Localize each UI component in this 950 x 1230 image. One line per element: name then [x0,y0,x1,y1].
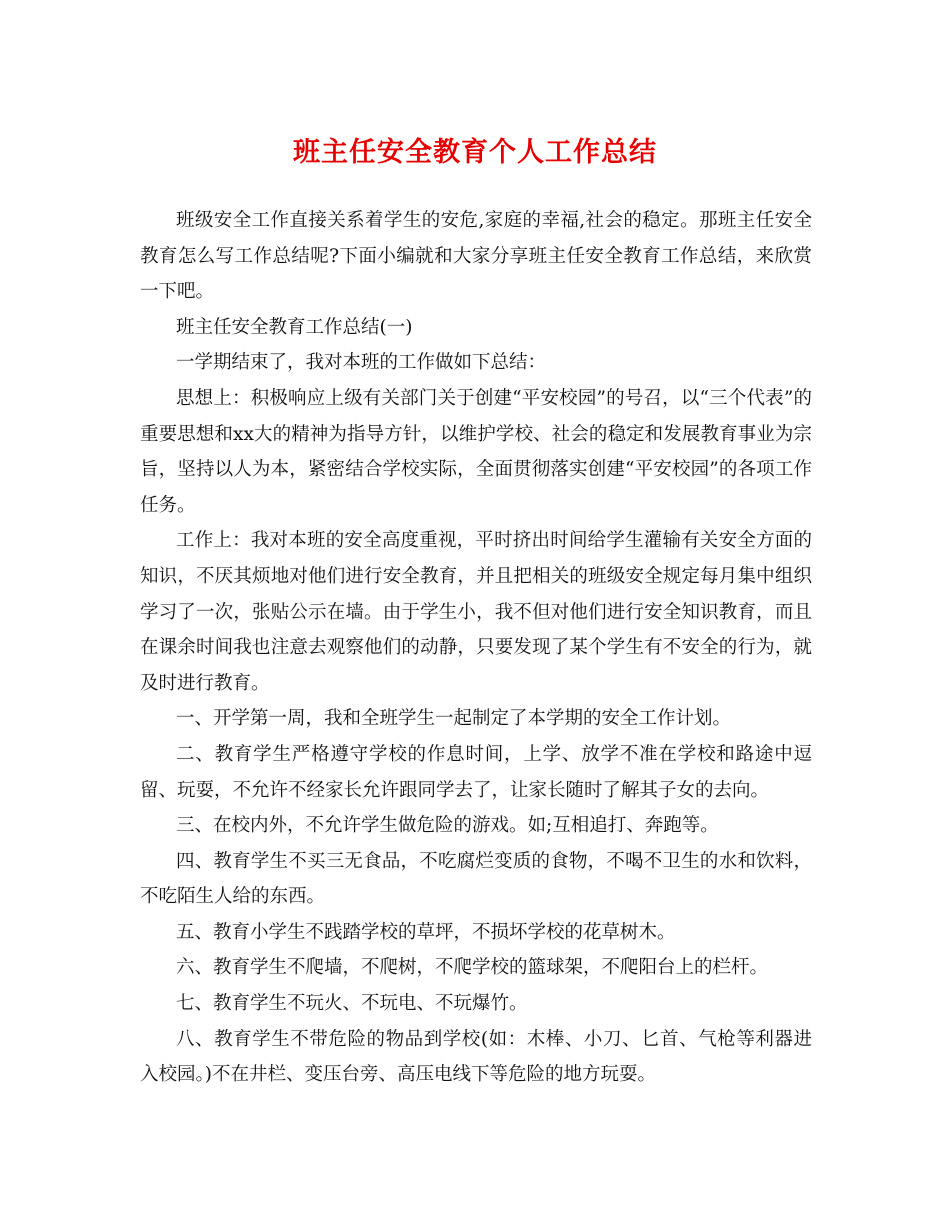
document-title: 班主任安全教育个人工作总结 [293,137,657,168]
paragraph-ideology: 思想上：积极响应上级有关部门关于创建“平安校园”的号召，以“三个代表”的重要思想和xx大的精神为指导方针，以维护学校、社会的稳定和发展教育事业为宗旨，坚持以人为本，紧密结合学校实际，全面贯彻落实创建“平安校园”的各项工作任务。 [140,387,812,516]
paragraph-item-5: 五、教育小学生不践踏学校的草坪，不损坏学校的花草树木。 [176,921,676,943]
paragraph-item-3: 三、在校内外，不允许学生做危险的游戏。如;互相追打、奔跑等。 [176,815,719,837]
paragraph-item-7: 七、教育学生不玩火、不玩电、不玩爆竹。 [176,993,528,1015]
paragraph-item-6: 六、教育学生不爬墙，不爬树，不爬学校的篮球架，不爬阳台上的栏杆。 [176,957,769,979]
paragraph-intro: 班级安全工作直接关系着学生的安危,家庭的幸福,社会的稳定。那班主任安全教育怎么写工作总结呢?下面小编就和大家分享班主任安全教育工作总结，来欣赏一下吧。 [140,210,812,303]
paragraph-work: 工作上：我对本班的安全高度重视，平时挤出时间给学生灌输有关安全方面的知识，不厌其烦地对他们进行安全教育，并且把相关的班级安全规定每月集中组织学习了一次，张贴公示在墙。由于学生小，我不但对他们进行安全知识教育，而且在课余时间我也注意去观察他们的动静，只要发现了某个学生有不安全的行为，就及时进行教育。 [140,530,812,694]
paragraph-opening: 一学期结束了，我对本班的工作做如下总结： [176,352,547,374]
paragraph-item-1: 一、开学第一周，我和全班学生一起制定了本学期的安全工作计划。 [176,708,732,730]
paragraph-item-4: 四、教育学生不买三无食品，不吃腐烂变质的食物，不喝不卫生的水和饮料，不吃陌生人给的东西。 [140,850,812,908]
paragraph-section-heading: 班主任安全教育工作总结(一) [176,316,413,338]
paragraph-item-2: 二、教育学生严格遵守学校的作息时间，上学、放学不准在学校和路途中逗留、玩耍，不允许不经家长允许跟同学去了，让家长随时了解其子女的去向。 [140,743,812,801]
paragraph-item-8: 八、教育学生不带危险的物品到学校(如：木棒、小刀、匕首、气枪等利器进入校园。)不在井栏、变压台旁、高压电线下等危险的地方玩耍。 [140,1028,812,1086]
document-body [140,203,812,1093]
